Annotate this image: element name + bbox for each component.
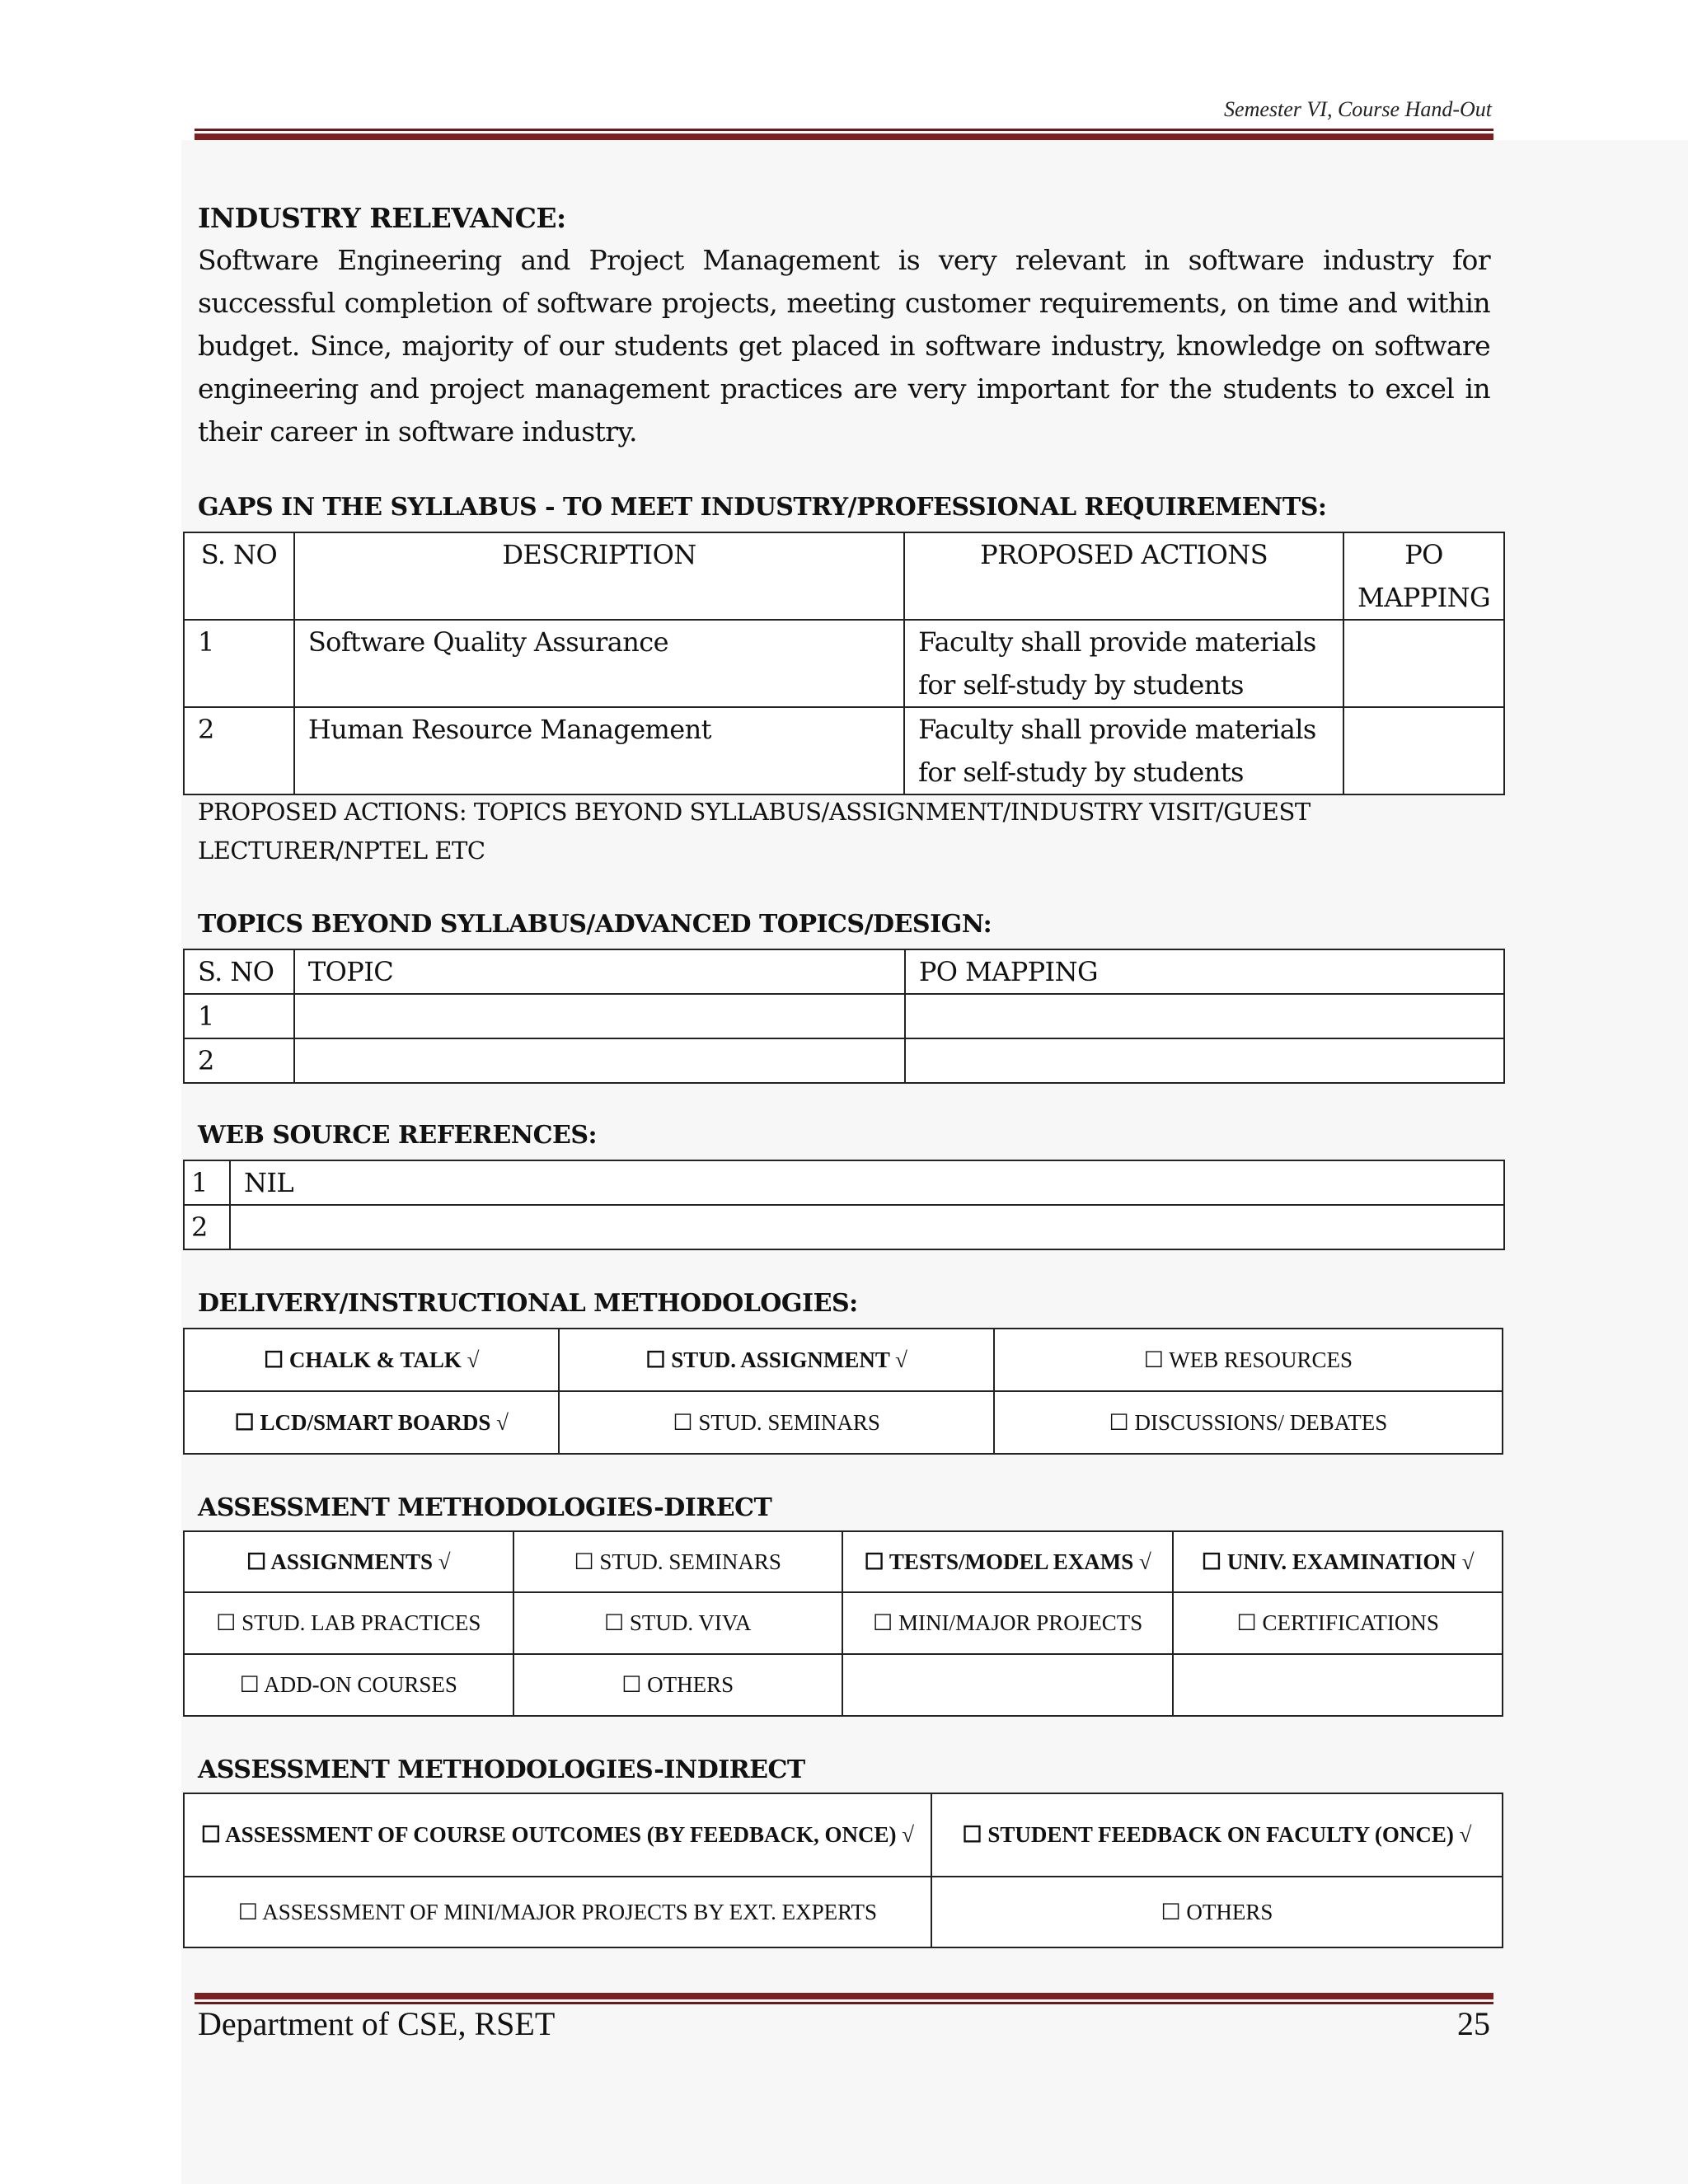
header-rule bbox=[195, 129, 1493, 140]
delivery-stud-seminars: ☐ STUD. SEMINARS bbox=[559, 1391, 993, 1454]
delivery-heading: DELIVERY/INSTRUCTIONAL METHODOLOGIES: bbox=[198, 1289, 858, 1318]
gaps-col-description: DESCRIPTION bbox=[294, 532, 904, 620]
indirect-course-outcomes: ☐ ASSESSMENT OF COURSE OUTCOMES (BY FEEDBACK, ONCE) √ bbox=[184, 1793, 931, 1877]
indirect-heading: ASSESSMENT METHODOLOGIES-INDIRECT bbox=[198, 1755, 805, 1784]
gaps-heading: GAPS IN THE SYLLABUS - TO MEET INDUSTRY/PROFESSIONAL REQUIREMENTS: bbox=[198, 493, 1327, 522]
gaps-action: Faculty shall provide materials for self-study by students bbox=[904, 620, 1343, 707]
topics-topic bbox=[294, 1038, 905, 1083]
direct-stud-seminars: ☐ STUD. SEMINARS bbox=[513, 1531, 842, 1592]
direct-stud-viva: ☐ STUD. VIVA bbox=[513, 1592, 842, 1654]
web-ref: NIL bbox=[230, 1160, 1504, 1205]
delivery-lcd-smart-boards: ☐ LCD/SMART BOARDS √ bbox=[184, 1391, 559, 1454]
web-table bbox=[183, 1160, 1505, 1250]
gaps-col-po: PO MAPPING bbox=[1343, 532, 1504, 620]
direct-heading: ASSESSMENT METHODOLOGIES-DIRECT bbox=[198, 1493, 772, 1522]
web-no: 1 bbox=[184, 1160, 230, 1205]
indirect-mini-major-projects: ☐ ASSESSMENT OF MINI/MAJOR PROJECTS BY EXT. EXPERTS bbox=[184, 1877, 931, 1947]
table-row bbox=[184, 994, 1504, 1038]
direct-add-on-courses: ☐ ADD-ON COURSES bbox=[184, 1654, 513, 1716]
industry-paragraph: Software Engineering and Project Management is very relevant in software industry for successful completion of software projects, meeting customer requirements, on time and within budget. Since, majority of our students get placed in software industry, knowledge on software engineering and project management practices are very important for the students to excel in their career in software industry. bbox=[198, 244, 1490, 448]
table-row bbox=[184, 1160, 1504, 1205]
direct-mini-major-projects: ☐ MINI/MAJOR PROJECTS bbox=[842, 1592, 1174, 1654]
topics-topic bbox=[294, 994, 905, 1038]
web-heading: WEB SOURCE REFERENCES: bbox=[198, 1121, 598, 1150]
table-row bbox=[184, 707, 1504, 794]
footer-department: Department of CSE, RSET bbox=[198, 2005, 556, 2042]
header-title: Semester VI, Course Hand-Out bbox=[1224, 97, 1492, 121]
gaps-po bbox=[1343, 707, 1504, 794]
gaps-description: Human Resource Management bbox=[294, 707, 904, 794]
topics-sno: 2 bbox=[184, 1038, 294, 1083]
web-ref bbox=[230, 1205, 1504, 1249]
direct-certifications: ☐ CERTIFICATIONS bbox=[1173, 1592, 1503, 1654]
topics-po bbox=[905, 1038, 1504, 1083]
direct-empty-cell bbox=[842, 1654, 1174, 1716]
footer-rule bbox=[195, 1993, 1493, 2004]
industry-relevance-section bbox=[198, 198, 1490, 453]
direct-univ-examination: ☐ UNIV. EXAMINATION √ bbox=[1173, 1531, 1503, 1592]
direct-assignments: ☐ ASSIGNMENTS √ bbox=[184, 1531, 513, 1592]
gaps-action: Faculty shall provide materials for self-study by students bbox=[904, 707, 1343, 794]
table-row bbox=[184, 620, 1504, 707]
proposed-actions-note: PROPOSED ACTIONS: TOPICS BEYOND SYLLABUS/ASSIGNMENT/INDUSTRY VISIT/GUEST LECTURER/NPTEL ETC bbox=[198, 798, 1311, 865]
gaps-col-sno: S. NO bbox=[184, 532, 294, 620]
gaps-po bbox=[1343, 620, 1504, 707]
topics-table bbox=[183, 949, 1505, 1084]
topics-po bbox=[905, 994, 1504, 1038]
topics-sno: 1 bbox=[184, 994, 294, 1038]
footer-page-number: 25 bbox=[1457, 2005, 1490, 2042]
topics-heading: TOPICS BEYOND SYLLABUS/ADVANCED TOPICS/DESIGN: bbox=[198, 910, 992, 939]
gaps-table bbox=[183, 532, 1505, 795]
industry-heading: INDUSTRY RELEVANCE: bbox=[198, 202, 566, 234]
delivery-stud-assignment: ☐ STUD. ASSIGNMENT √ bbox=[559, 1329, 993, 1391]
indirect-student-feedback: ☐ STUDENT FEEDBACK ON FACULTY (ONCE) √ bbox=[931, 1793, 1503, 1877]
topics-col-sno: S. NO bbox=[184, 949, 294, 994]
delivery-discussions: ☐ DISCUSSIONS/ DEBATES bbox=[994, 1391, 1503, 1454]
delivery-chalk-talk: ☐ CHALK & TALK √ bbox=[184, 1329, 559, 1391]
web-no: 2 bbox=[184, 1205, 230, 1249]
delivery-table bbox=[183, 1328, 1503, 1455]
gaps-description: Software Quality Assurance bbox=[294, 620, 904, 707]
table-row bbox=[184, 1038, 1504, 1083]
direct-empty-cell bbox=[1173, 1654, 1503, 1716]
gaps-sno: 1 bbox=[184, 620, 294, 707]
indirect-table bbox=[183, 1793, 1503, 1948]
direct-others: ☐ OTHERS bbox=[513, 1654, 842, 1716]
delivery-web-resources: ☐ WEB RESOURCES bbox=[994, 1329, 1503, 1391]
indirect-others: ☐ OTHERS bbox=[931, 1877, 1503, 1947]
direct-stud-lab-practices: ☐ STUD. LAB PRACTICES bbox=[184, 1592, 513, 1654]
direct-tests-model-exams: ☐ TESTS/MODEL EXAMS √ bbox=[842, 1531, 1174, 1592]
topics-col-topic: TOPIC bbox=[294, 949, 905, 994]
gaps-sno: 2 bbox=[184, 707, 294, 794]
topics-col-po: PO MAPPING bbox=[905, 949, 1504, 994]
gaps-col-actions: PROPOSED ACTIONS bbox=[904, 532, 1343, 620]
direct-table bbox=[183, 1530, 1503, 1717]
table-row bbox=[184, 1205, 1504, 1249]
